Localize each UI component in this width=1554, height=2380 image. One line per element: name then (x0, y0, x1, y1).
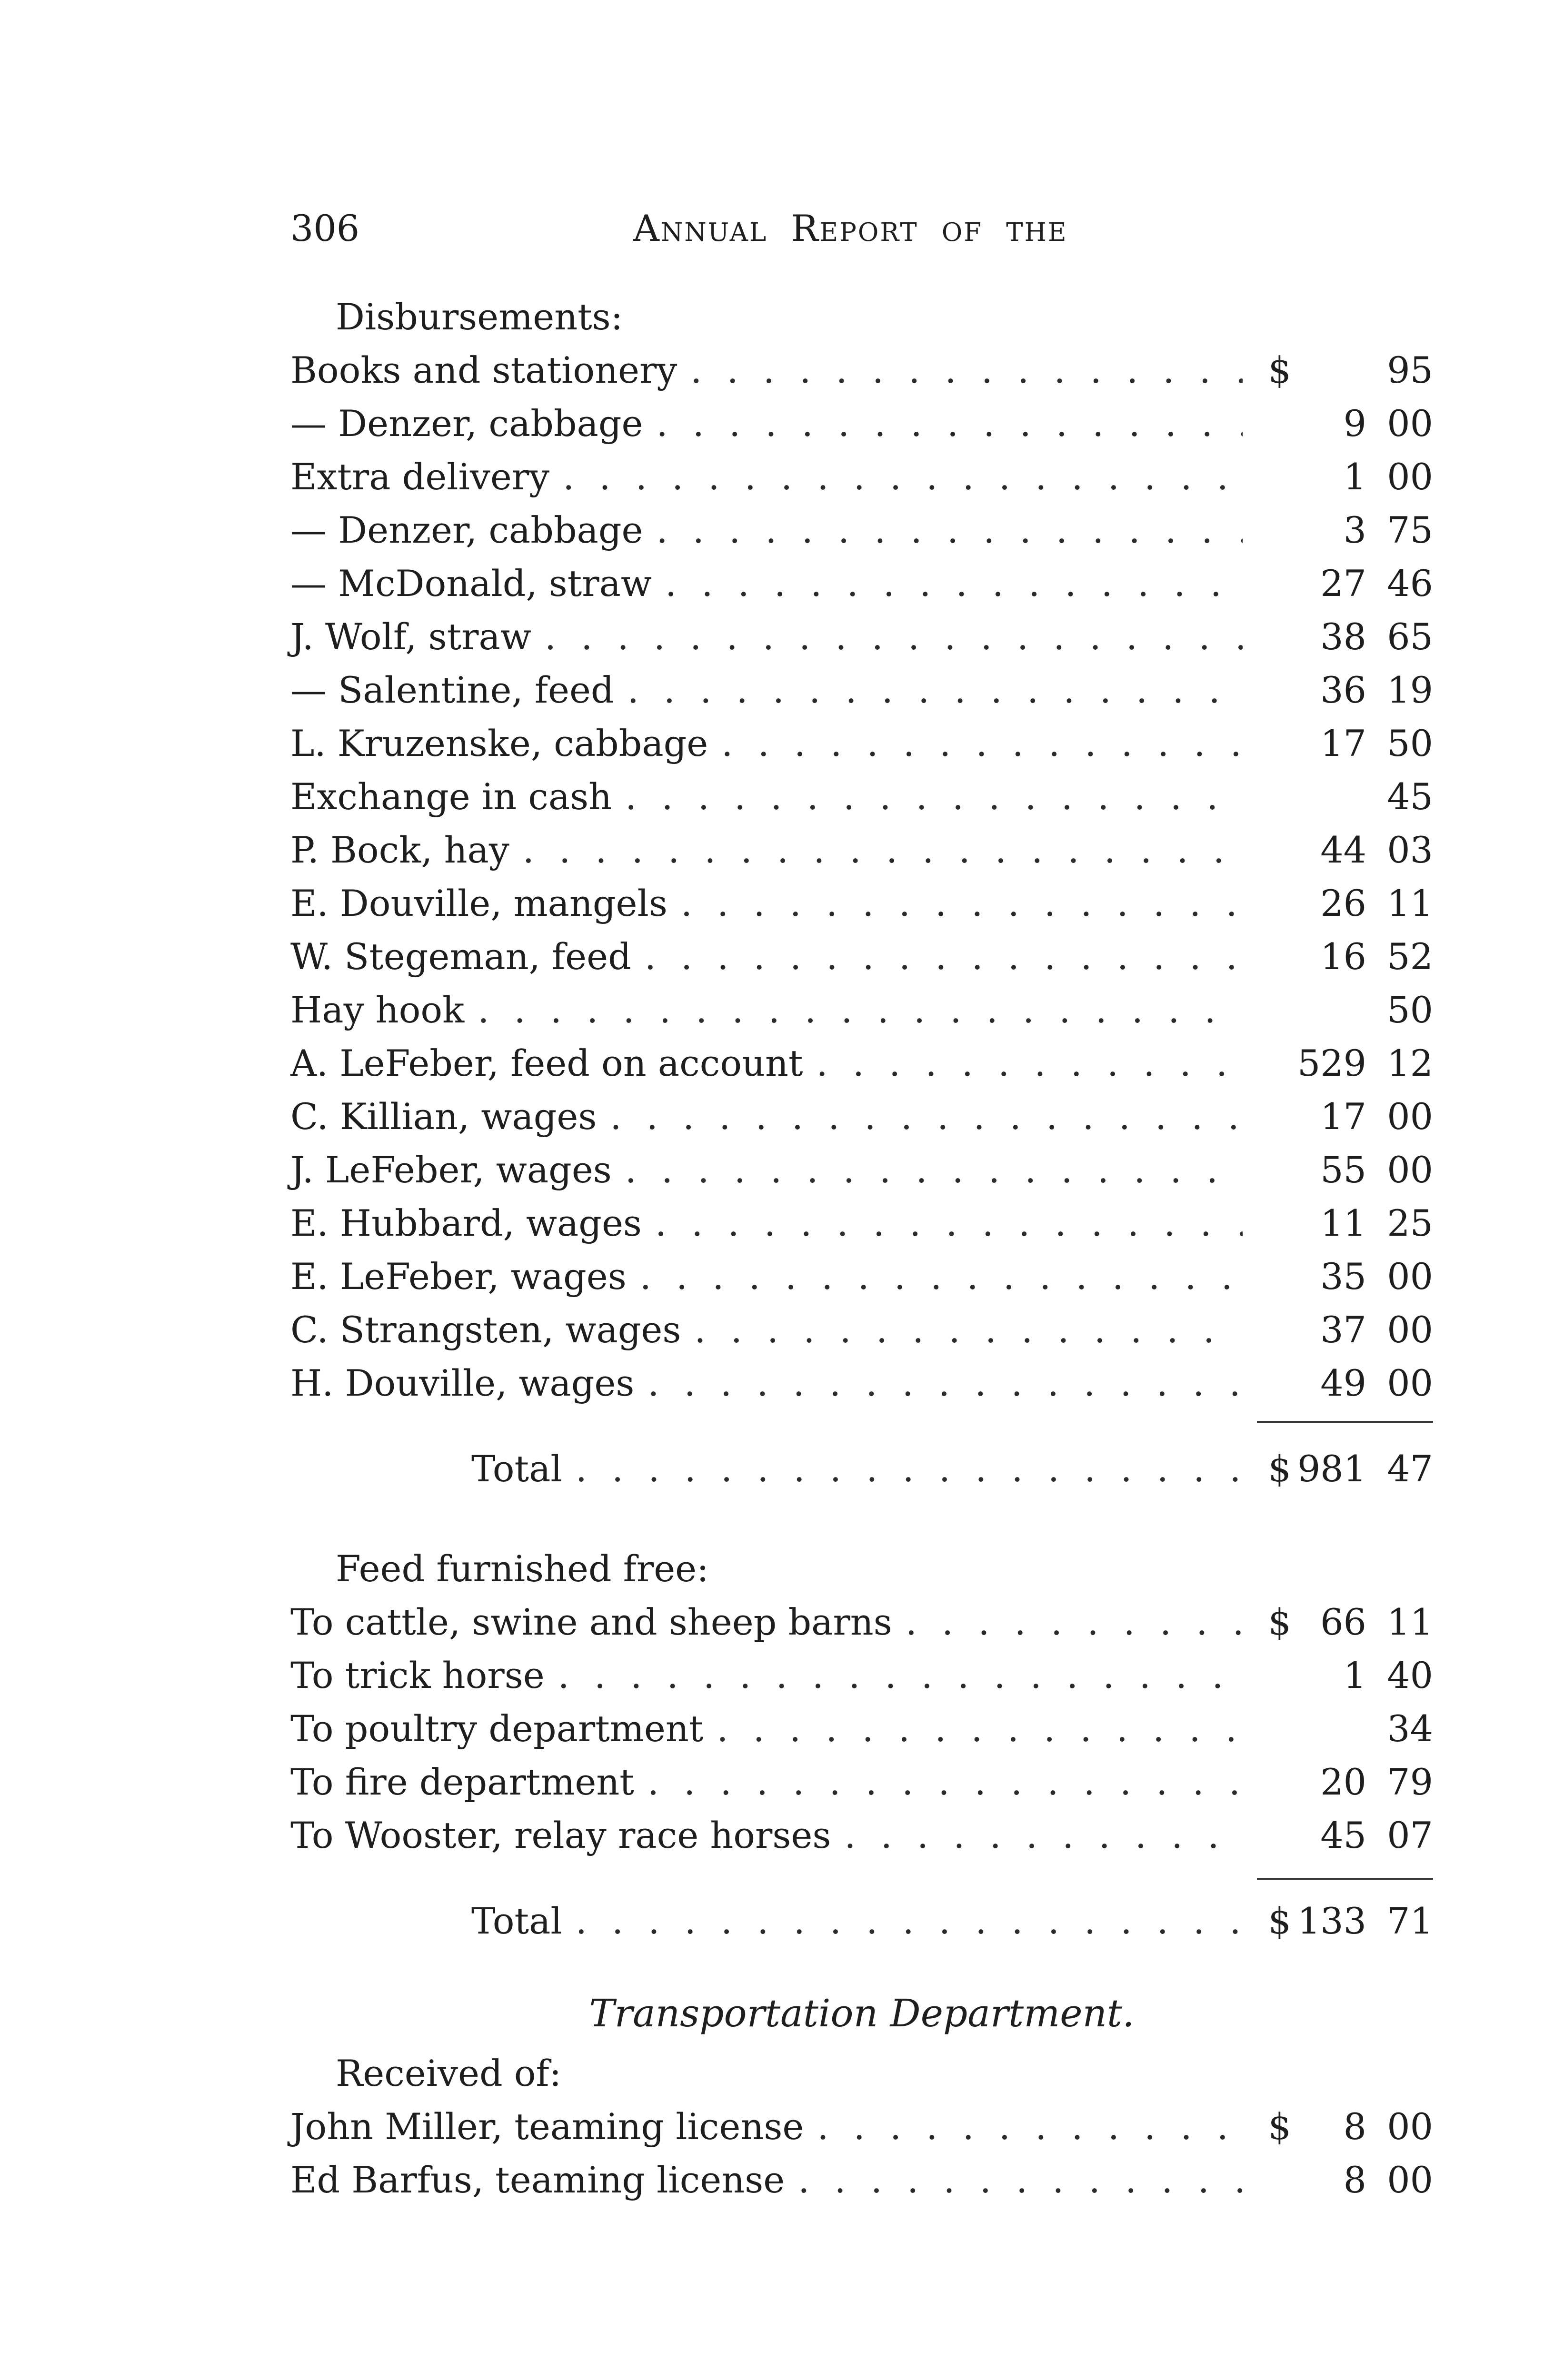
dot-leader (690, 344, 1243, 397)
amount-cents: 52 (1387, 935, 1433, 978)
entry-label: — McDonald, straw (290, 562, 652, 605)
dot-leader (628, 664, 1243, 717)
amount-cents: 47 (1387, 1448, 1433, 1490)
total-rule (1257, 1878, 1433, 1880)
feed-free-total-row (290, 1894, 1433, 1948)
transportation-list (290, 2100, 1433, 2207)
dot-leader (648, 1755, 1243, 1809)
entry-amount (1243, 770, 1433, 823)
dot-leader (656, 397, 1243, 450)
entry-label: E. LeFeber, wages (290, 1255, 627, 1298)
amount-dollars: 26 (1320, 882, 1366, 924)
ledger-row (290, 1197, 1433, 1250)
ledger-row (290, 877, 1433, 930)
ledger-row (290, 1357, 1433, 1410)
ledger-row (290, 717, 1433, 770)
running-head-word: the (1006, 207, 1068, 249)
ledger-row (290, 1143, 1433, 1197)
amount-dollars: 17 (1320, 722, 1366, 764)
amount-cents: 40 (1387, 1654, 1433, 1696)
entry-label: E. Hubbard, wages (290, 1202, 642, 1244)
amount-dollars: 133 (1297, 1900, 1366, 1942)
amount-dollars: 529 (1297, 1042, 1366, 1084)
dot-leader (640, 1250, 1243, 1303)
amount-dollars: 8 (1343, 2105, 1366, 2148)
amount-dollars: 981 (1297, 1448, 1366, 1490)
entry-label: J. LeFeber, wages (290, 1149, 612, 1191)
amount-cents: 00 (1387, 1095, 1433, 1138)
entry-label: To trick horse (290, 1654, 545, 1696)
entry-label: C. Strangsten, wages (290, 1309, 681, 1351)
entry-label: P. Bock, hay (290, 829, 509, 871)
entry-label: W. Stegeman, feed (290, 935, 631, 978)
amount-cents: 07 (1387, 1814, 1433, 1856)
ledger-row (290, 2153, 1433, 2207)
amount-cents: 03 (1387, 829, 1433, 871)
dot-leader (906, 1596, 1243, 1649)
ledger-row (290, 397, 1433, 450)
amount-cents: 46 (1387, 562, 1433, 605)
dot-leader (563, 450, 1243, 504)
feed-free-section (290, 1542, 1433, 1862)
amount-cents: 45 (1387, 775, 1433, 818)
entry-amount (1243, 1090, 1433, 1143)
amount-cents: 95 (1387, 349, 1433, 391)
running-head-word: Report (791, 207, 918, 249)
ledger-row (290, 1649, 1433, 1702)
entry-label: J. Wolf, straw (290, 615, 531, 658)
ledger-row (290, 557, 1433, 610)
dollar-sign: $ (1268, 2105, 1291, 2148)
entry-amount (1243, 1250, 1433, 1303)
amount-dollars: 27 (1320, 562, 1366, 605)
document-page (290, 0, 1433, 2380)
entry-label: — Denzer, cabbage (290, 402, 643, 445)
ledger-row (290, 1037, 1433, 1090)
amount-dollars: 1 (1343, 456, 1366, 498)
transportation-title: Transportation Department. (589, 1991, 1135, 2035)
feed-free-heading: Feed furnished free: (336, 1547, 709, 1590)
amount-cents: 34 (1387, 1707, 1433, 1750)
total-amount (1243, 1894, 1433, 1948)
ledger-row (290, 1596, 1433, 1649)
dot-leader (648, 1357, 1243, 1410)
ledger-row (290, 823, 1433, 877)
amount-cents: 00 (1387, 402, 1433, 445)
disbursements-section (290, 290, 1433, 1410)
entry-amount (1243, 1037, 1433, 1090)
ledger-row (290, 1250, 1433, 1303)
dot-leader (545, 610, 1243, 664)
entry-amount (1243, 1755, 1433, 1809)
total-rule (1257, 1421, 1433, 1423)
dot-leader (817, 1037, 1243, 1090)
amount-dollars: 3 (1343, 509, 1366, 551)
amount-cents: 00 (1387, 456, 1433, 498)
amount-cents: 12 (1387, 1042, 1433, 1084)
amount-dollars: 35 (1320, 1255, 1366, 1298)
amount-cents: 00 (1387, 1309, 1433, 1351)
entry-label: C. Killian, wages (290, 1095, 597, 1138)
amount-cents: 00 (1387, 1149, 1433, 1191)
entry-amount (1243, 610, 1433, 664)
dot-leader (625, 770, 1243, 823)
amount-cents: 71 (1387, 1900, 1433, 1942)
amount-dollars: 44 (1320, 829, 1366, 871)
dot-leader (694, 1303, 1243, 1357)
entry-amount (1243, 930, 1433, 983)
running-head-word: of (941, 207, 983, 249)
ledger-row (290, 1755, 1433, 1809)
dot-leader (844, 1809, 1243, 1862)
ledger-row (290, 1702, 1433, 1755)
dot-leader (523, 823, 1243, 877)
feed-free-total-block (290, 1894, 1433, 1948)
entry-amount (1243, 1197, 1433, 1250)
entry-amount (1243, 397, 1433, 450)
dollar-sign: $ (1268, 1601, 1291, 1643)
ledger-row (290, 664, 1433, 717)
amount-dollars: 9 (1343, 402, 1366, 445)
entry-amount (1243, 2100, 1433, 2153)
entry-amount (1243, 877, 1433, 930)
total-amount (1243, 1442, 1433, 1496)
amount-cents: 00 (1387, 2105, 1433, 2148)
amount-cents: 00 (1387, 1255, 1433, 1298)
disbursements-total-row (290, 1442, 1433, 1496)
running-head (633, 200, 1078, 257)
amount-dollars: 45 (1320, 1814, 1366, 1856)
amount-cents: 11 (1387, 882, 1433, 924)
amount-dollars: 37 (1320, 1309, 1366, 1351)
entry-amount (1243, 1596, 1433, 1649)
transportation-heading: Received of: (336, 2052, 562, 2094)
entry-amount (1243, 1649, 1433, 1702)
amount-dollars: 8 (1343, 2159, 1366, 2201)
entry-amount (1243, 504, 1433, 557)
amount-cents: 79 (1387, 1761, 1433, 1803)
dot-leader (645, 930, 1243, 983)
amount-cents: 11 (1387, 1601, 1433, 1643)
entry-amount (1243, 1702, 1433, 1755)
dot-leader (681, 877, 1243, 930)
entry-amount (1243, 1303, 1433, 1357)
dot-leader (798, 2153, 1243, 2207)
ledger-row (290, 610, 1433, 664)
entry-label: Ed Barfus, teaming license (290, 2159, 785, 2201)
amount-cents: 00 (1387, 2159, 1433, 2201)
dot-leader (576, 1894, 1243, 1948)
running-head-word: Annual (633, 207, 768, 249)
entry-amount (1243, 823, 1433, 877)
entry-label: H. Douville, wages (290, 1362, 635, 1404)
entry-amount (1243, 1143, 1433, 1197)
entry-label: — Denzer, cabbage (290, 509, 643, 551)
amount-dollars: 20 (1320, 1761, 1366, 1803)
feed-free-list (290, 1596, 1433, 1862)
dot-leader (625, 1143, 1243, 1197)
dot-leader (576, 1442, 1243, 1496)
entry-amount (1243, 717, 1433, 770)
entry-amount (1243, 1809, 1433, 1862)
disbursements-list (290, 344, 1433, 1410)
amount-cents: 00 (1387, 1362, 1433, 1404)
entry-label: Exchange in cash (290, 775, 612, 818)
entry-label: — Salentine, feed (290, 669, 614, 711)
disbursements-total-block (290, 1442, 1433, 1496)
entry-label: To Wooster, relay race horses (290, 1814, 831, 1856)
ledger-row (290, 983, 1433, 1037)
entry-label: A. LeFeber, feed on account (290, 1042, 803, 1084)
entry-label: Hay hook (290, 989, 465, 1031)
ledger-row (290, 2100, 1433, 2153)
amount-cents: 19 (1387, 669, 1433, 711)
entry-amount (1243, 450, 1433, 504)
ledger-row (290, 450, 1433, 504)
ledger-row (290, 344, 1433, 397)
total-label: Total (471, 1900, 562, 1942)
entry-amount (1243, 344, 1433, 397)
dollar-sign: $ (1268, 349, 1291, 391)
ledger-row (290, 770, 1433, 823)
entry-label: To poultry department (290, 1707, 704, 1750)
ledger-row (290, 504, 1433, 557)
entry-label: To fire department (290, 1761, 634, 1803)
dot-leader (558, 1649, 1243, 1702)
amount-cents: 75 (1387, 509, 1433, 551)
page-header (290, 200, 1433, 257)
amount-cents: 25 (1387, 1202, 1433, 1244)
entry-label: L. Kruzenske, cabbage (290, 722, 708, 764)
entry-label: E. Douville, mangels (290, 882, 667, 924)
dot-leader (655, 1197, 1243, 1250)
entry-amount (1243, 983, 1433, 1037)
entry-amount (1243, 664, 1433, 717)
total-label: Total (471, 1448, 562, 1490)
dot-leader (478, 983, 1243, 1037)
amount-dollars: 16 (1320, 935, 1366, 978)
dot-leader (665, 557, 1243, 610)
dot-leader (656, 504, 1243, 557)
amount-cents: 50 (1387, 722, 1433, 764)
dot-leader (610, 1090, 1243, 1143)
ledger-row (290, 1090, 1433, 1143)
ledger-row (290, 930, 1433, 983)
entry-label: John Miller, teaming license (290, 2105, 804, 2148)
amount-dollars: 36 (1320, 669, 1366, 711)
entry-label: Extra delivery (290, 456, 550, 498)
amount-dollars: 49 (1320, 1362, 1366, 1404)
amount-dollars: 17 (1320, 1095, 1366, 1138)
dot-leader (721, 717, 1243, 770)
transportation-section (290, 2047, 1433, 2207)
amount-dollars: 38 (1320, 615, 1366, 658)
dollar-sign: $ (1268, 1900, 1291, 1942)
entry-label: Books and stationery (290, 349, 677, 391)
disbursements-heading: Disbursements: (336, 296, 623, 338)
amount-dollars: 66 (1320, 1601, 1366, 1643)
entry-label: To cattle, swine and sheep barns (290, 1601, 892, 1643)
amount-dollars: 11 (1320, 1202, 1366, 1244)
dollar-sign: $ (1268, 1448, 1291, 1490)
dot-leader (817, 2100, 1243, 2153)
ledger-row (290, 1303, 1433, 1357)
amount-cents: 65 (1387, 615, 1433, 658)
amount-dollars: 55 (1320, 1149, 1366, 1191)
entry-amount (1243, 557, 1433, 610)
entry-amount (1243, 1357, 1433, 1410)
ledger-row (290, 1809, 1433, 1862)
amount-dollars: 1 (1343, 1654, 1366, 1696)
entry-amount (1243, 2153, 1433, 2207)
dot-leader (717, 1702, 1243, 1755)
amount-cents: 50 (1387, 989, 1433, 1031)
page-number: 306 (290, 207, 360, 249)
